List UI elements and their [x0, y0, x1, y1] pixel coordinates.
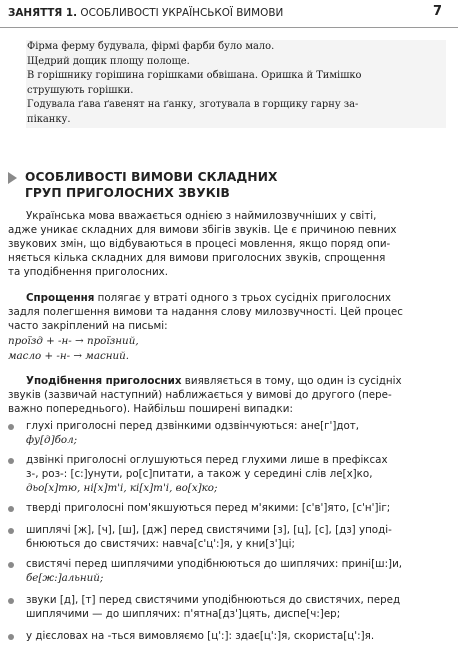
- simplification-text: полягає у втраті одного з трьох сусідніх приголосних: [94, 292, 392, 304]
- assimilation-text: виявляється в тому, що один із сусідніх: [181, 375, 402, 387]
- bullet-icon: [8, 598, 14, 604]
- list-item: [8, 502, 440, 516]
- intro-line: адже уникає складних для вимови збігів звуків. Це є причиною певних: [8, 223, 397, 236]
- simplification-term: Спрощення: [26, 292, 95, 304]
- list-item-line: звуки [д], [т] перед свистячими уподібнюються до свистячих, перед: [26, 594, 401, 606]
- list-item-line: шиплячими — до шиплячих: п'ятна[дз']цять, диспе[ч:]ер;: [26, 607, 341, 620]
- exercise-line: піканку.: [27, 113, 71, 125]
- simplification-line: часто закріплений на письмі:: [8, 319, 168, 332]
- assimilation-paragraph: [8, 375, 444, 417]
- list-item: [8, 524, 440, 552]
- list-item: [8, 594, 440, 622]
- exercise-block: [26, 40, 446, 128]
- list-item: [8, 454, 440, 496]
- list-item-line: бнюються до свистячих: навча[с'ц':]я, у кни[з']ці;: [26, 537, 295, 550]
- list-item: [8, 558, 440, 586]
- section-title-line: ОСОБЛИВОСТІ ВИМОВИ СКЛАДНИХ: [25, 170, 278, 184]
- list-item-line: дзвінкі приголосні оглушуються перед глухими лише в префіксах: [26, 454, 388, 466]
- exercise-line: Годувала ґава ґавенят на ґанку, зготувала в горщику гарну за-: [27, 99, 359, 111]
- exercise-line: В горішнику горішина горішками обвішана. Оришка й Тимішко: [27, 70, 362, 82]
- example-line: [8, 349, 129, 363]
- bullet-icon: [8, 562, 14, 568]
- assimilation-line: [8, 375, 444, 389]
- running-header: [8, 5, 283, 21]
- bullet-icon: [8, 506, 14, 512]
- example-text: масло + -н- → масний.: [8, 350, 130, 362]
- page-header: [0, 0, 458, 28]
- example-line: проїзд + -н- → проїзний,: [8, 335, 139, 347]
- intro-line: звукових змін, що відбуваються в процесі мовлення, якщо поряд опи-: [8, 237, 391, 250]
- bullet-icon: [8, 634, 14, 640]
- intro-line: та уподібнення приголосних.: [8, 265, 169, 278]
- list-item: [8, 420, 440, 448]
- assimilation-term: Уподібнення приголосних: [26, 375, 182, 387]
- bullet-icon: [8, 424, 14, 430]
- chapter-title: ОСОБЛИВОСТІ УКРАЇНСЬКОЇ ВИМОВИ: [80, 7, 284, 19]
- exercise-line: Фірма ферму будувала, фірмі фарби було мало.: [27, 41, 275, 52]
- simplification-line: [8, 292, 444, 306]
- list-item-line: шиплячі [ж], [ч], [ш], [дж] перед свистячими [з], [ц], [с], [дз] уподі-: [26, 524, 392, 536]
- list-item-line: бе[ж:]альний;: [26, 571, 104, 584]
- list-item-line: тверді приголосні пом'якшуються перед м'якими: [с'в']ято, [с'н']іг;: [26, 502, 391, 514]
- bullet-icon: [8, 528, 14, 534]
- intro-line: няється кілька складних для вимови приголосних звуків, спрощення: [8, 251, 386, 264]
- list-item-line: дьо[х]тю, ні[х]т'і, кі[х]т'і, во[х]ко;: [26, 481, 218, 494]
- assimilation-line: важно попереднього). Найбільш поширені випадки:: [8, 402, 293, 415]
- chapter-label: ЗАНЯТТЯ 1.: [8, 7, 78, 19]
- triangle-marker-icon: [8, 172, 17, 184]
- exercise-line: струшують горішки.: [27, 84, 134, 96]
- list-item-line: свистячі перед шиплячими уподібнюються до шиплячих: прині[ш:]и,: [26, 558, 403, 570]
- list-item-line: глухі приголосні перед дзвінкими одзвінчуються: ане[г']дот,: [26, 420, 360, 432]
- list-item-line: з-, роз-: [с:]унути, ро[с]питати, а також у середині слів ле[х]ко,: [26, 467, 373, 480]
- section-title-line: ГРУП ПРИГОЛОСНИХ ЗВУКІВ: [25, 186, 230, 200]
- intro-paragraph: [8, 210, 444, 280]
- list-item-line: у дієсловах на -ться вимовляємо [ц':]: здає[ц':]я, скориста[ц':]я.: [26, 630, 375, 642]
- bullet-icon: [8, 458, 14, 464]
- page-number: 7: [432, 4, 442, 19]
- simplification-paragraph: [8, 292, 444, 334]
- assimilation-line: звуків (зазвичай наступний) наближається у вимові до другого (пере-: [8, 388, 392, 401]
- list-item: [8, 630, 440, 644]
- simplification-line: задля полегшення вимови та надання слову милозвучності. Цей процес: [8, 305, 403, 318]
- exercise-line: Щедрий дощик площу полоще.: [27, 55, 190, 67]
- list-item-line: фу[д]бол;: [26, 433, 78, 446]
- intro-line: Українська мова вважається однією з наймилозвучніших у світі,: [26, 210, 377, 222]
